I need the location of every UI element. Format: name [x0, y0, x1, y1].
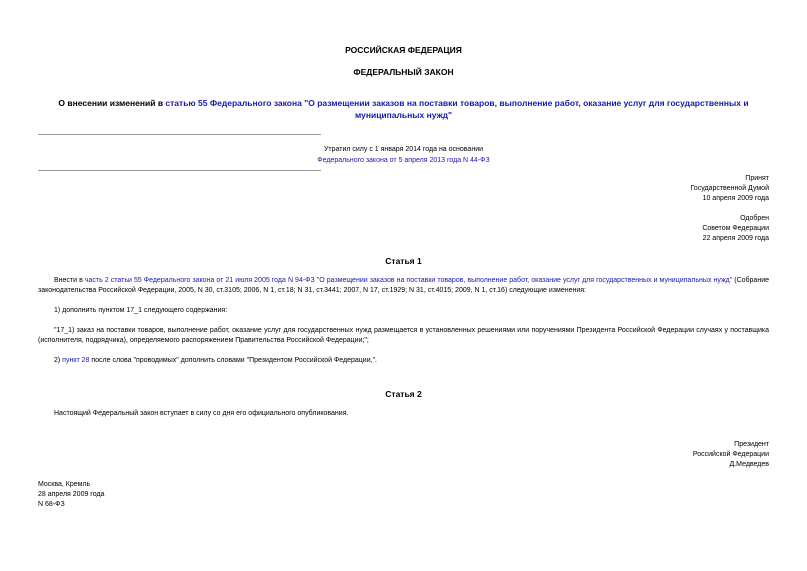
article-1-item-1-quote: "17_1) заказ на поставки товаров, выполнение работ, оказание услуг для государственных нужд размещается в установленных решениями или поручениями Президента Российской Федерации случаях у поставщика (исполнителя, подрядчика), определяемого распоряжением Правительства Российской Федерации;"; [38, 327, 769, 344]
article-2-heading: Статья 2 [385, 389, 422, 399]
approval-block [600, 214, 769, 244]
law-number: N 68-ФЗ [38, 501, 65, 508]
adopted-by: Государственной Думой [690, 185, 769, 192]
article-1-heading: Статья 1 [385, 256, 422, 266]
place-city: Москва, Кремль [38, 481, 91, 488]
item-2-prefix: 2) [54, 357, 63, 364]
adoption-block [600, 174, 769, 204]
signature-position: Президент [734, 441, 769, 448]
item-2-rest: после слова "проводимых" дополнить словами "Президентом Российской Федерации,". [89, 357, 378, 364]
signature-position-2: Российской Федерации [692, 451, 769, 458]
approved-label: Одобрен [740, 215, 769, 222]
adopted-label: Принят [745, 175, 769, 182]
signature-block [600, 440, 769, 470]
divider-bottom [38, 170, 321, 171]
item-2-link[interactable]: пункт 28 [62, 357, 90, 364]
article-1-item-1: 1) дополнить пунктом 17_1 следующего содержания: [54, 307, 228, 314]
intro-link[interactable]: часть 2 статьи 55 Федерального закона от 21 июля 2005 года N 94-ФЗ "О размещении заказов на поставки товаров, выполнение работ, оказание услуг для государственных и муниципальных нужд" [84, 277, 733, 284]
article-1-intro [38, 276, 769, 296]
country-heading: РОССИЙСКАЯ ФЕДЕРАЦИЯ [345, 45, 462, 55]
place-block [38, 480, 238, 510]
approved-by: Советом Федерации [702, 225, 769, 232]
lost-force-note: Утратил силу с 1 января 2014 года на основании [323, 146, 484, 153]
signature-name: Д.Медведев [729, 461, 769, 468]
lost-force-link[interactable]: Федерального закона от 5 апреля 2013 года N 44-ФЗ [317, 157, 490, 164]
place-date: 28 апреля 2009 года [38, 491, 105, 498]
adopted-date: 10 апреля 2009 года [702, 195, 769, 202]
document-title [38, 97, 769, 121]
article-2-text: Настоящий Федеральный закон вступает в силу со дня его официального опубликования. [54, 410, 349, 417]
approved-date: 22 апреля 2009 года [702, 235, 769, 242]
article-1-item-2 [38, 356, 769, 366]
intro-rest: (Собрание законодательства Российской Федерации, 2005, N 30, ст.3105; 2006, N 1, ст.18; N 31, ст.3441; 2007, N 17, ст.1929; N 31, ст.4015; 2009, N 1, ст.16) следующие изменения: [38, 277, 769, 294]
title-link[interactable]: статью 55 Федерального закона "О размещении заказов на поставки товаров, выполнение работ, оказание услуг для государственных и муниципальных нужд" [165, 98, 749, 120]
title-prefix: О внесении изменений в [58, 98, 166, 108]
law-type-heading: ФЕДЕРАЛЬНЫЙ ЗАКОН [353, 67, 454, 77]
divider-top [38, 134, 321, 135]
intro-text: Внести в [54, 277, 85, 284]
